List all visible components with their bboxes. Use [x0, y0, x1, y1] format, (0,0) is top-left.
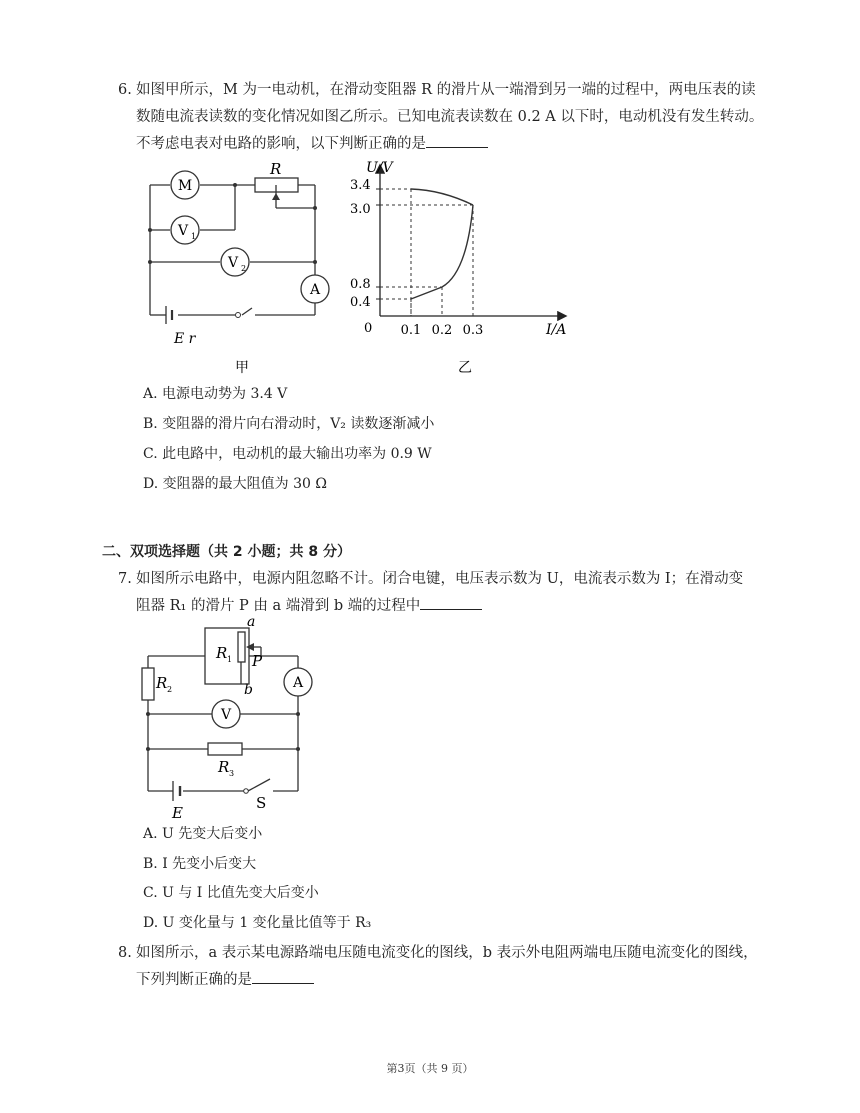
v2-sub: 2: [241, 264, 247, 273]
q7-number: 7.: [118, 571, 132, 587]
circuit-q7: [138, 616, 318, 821]
x-axis-label: I/A: [546, 322, 567, 338]
q7-ammeter-label: A: [292, 675, 304, 691]
v1-label: V: [177, 223, 189, 239]
q7-line1: 如图所示电路中，电源内阻忽略不计。闭合电键，电压表示数为 U，电流表示数为 I；在滑动变: [136, 571, 744, 587]
ammeter-label: A: [309, 282, 321, 298]
slider-p: P: [252, 652, 263, 670]
r2-label: R: [156, 674, 168, 692]
q6-option-d[interactable]: D. 变阻器的最大阻值为 30 Ω: [143, 476, 327, 492]
motor-label: M: [177, 178, 193, 194]
answer-blank: [252, 969, 314, 984]
series-upper-line: [411, 189, 473, 205]
q7-option-b[interactable]: B. I 先变小后变大: [143, 856, 257, 872]
rheostat-label: R: [270, 160, 282, 178]
v2-label: V: [227, 255, 239, 271]
answer-blank: [426, 133, 488, 148]
fig-yi-caption: 乙: [458, 360, 472, 376]
answer-blank: [420, 595, 482, 610]
r3-label: R: [218, 758, 230, 776]
q6-line1: 如图甲所示，M 为一电动机，在滑动变阻器 R 的滑片从一端滑到另一端的过程中，两电压表的读: [136, 82, 756, 98]
y-tick-label-1: 3.0: [350, 202, 371, 217]
q8-number: 8.: [118, 945, 132, 961]
r1-sub: 1: [227, 655, 233, 664]
fig-jia-caption: 甲: [235, 360, 249, 376]
r1-label: R: [216, 644, 228, 662]
q7-voltmeter-label: V: [220, 707, 232, 723]
series-lower-line: [411, 205, 473, 299]
q8-line2-text: 下列判断正确的是: [136, 972, 252, 988]
q6-option-c[interactable]: C. 此电路中，电动机的最大输出功率为 0.9 W: [143, 446, 432, 462]
y-axis-label: U/V: [366, 160, 393, 176]
q6-line2: 数随电流表读数的变化情况如图乙所示。已知电流表读数在 0.2 A 以下时，电动机没有发生转动。: [136, 109, 764, 125]
x-tick-label-1: 0.2: [431, 323, 453, 338]
q6-option-b[interactable]: B. 变阻器的滑片向右滑动时，V₂ 读数逐渐减小: [143, 416, 435, 432]
y-tick-label-0: 3.4: [350, 178, 371, 193]
r2-sub: 2: [167, 685, 173, 694]
r3-sub: 3: [229, 769, 235, 778]
terminal-a: a: [247, 616, 256, 630]
x-tick-label-2: 0.3: [462, 323, 484, 338]
page-footer: 第3页（共 9 页）: [386, 1062, 474, 1075]
circuit-jia: [140, 160, 340, 380]
q6-number: 6.: [118, 82, 132, 98]
q7-switch-label: S: [256, 794, 267, 812]
y-tick-label-2: 0.8: [350, 277, 371, 292]
q6-line3-text: 不考虑电表对电路的影响，以下判断正确的是: [136, 136, 426, 152]
q7-line2-text: 阻器 R₁ 的滑片 P 由 a 端滑到 b 端的过程中: [136, 598, 421, 614]
q8-line1: 如图所示，a 表示某电源路端电压随电流变化的图线，b 表示外电阻两端电压随电流变化的图线，: [136, 945, 758, 961]
v1-sub: 1: [191, 232, 197, 241]
q7-option-d[interactable]: D. U 变化量与 1 变化量比值等于 R₃: [143, 915, 372, 931]
q6-line3: [136, 131, 488, 158]
source-label: E r: [174, 331, 196, 347]
y-tick-label-3: 0.4: [350, 295, 371, 310]
origin-label: 0: [364, 321, 373, 336]
q8-line2: [136, 967, 314, 994]
q7-option-c[interactable]: C. U 与 I 比值先变大后变小: [143, 885, 319, 901]
graph-yi: [340, 158, 600, 380]
q7-source-label: E: [172, 804, 183, 821]
section-title: 二、双项选择题（共 2 小题；共 8 分）: [102, 544, 351, 560]
q6-option-a[interactable]: A. 电源电动势为 3.4 V: [143, 386, 288, 402]
terminal-b: b: [244, 682, 253, 698]
x-tick-label-0: 0.1: [400, 323, 422, 338]
q7-option-a[interactable]: A. U 先变大后变小: [143, 826, 263, 842]
